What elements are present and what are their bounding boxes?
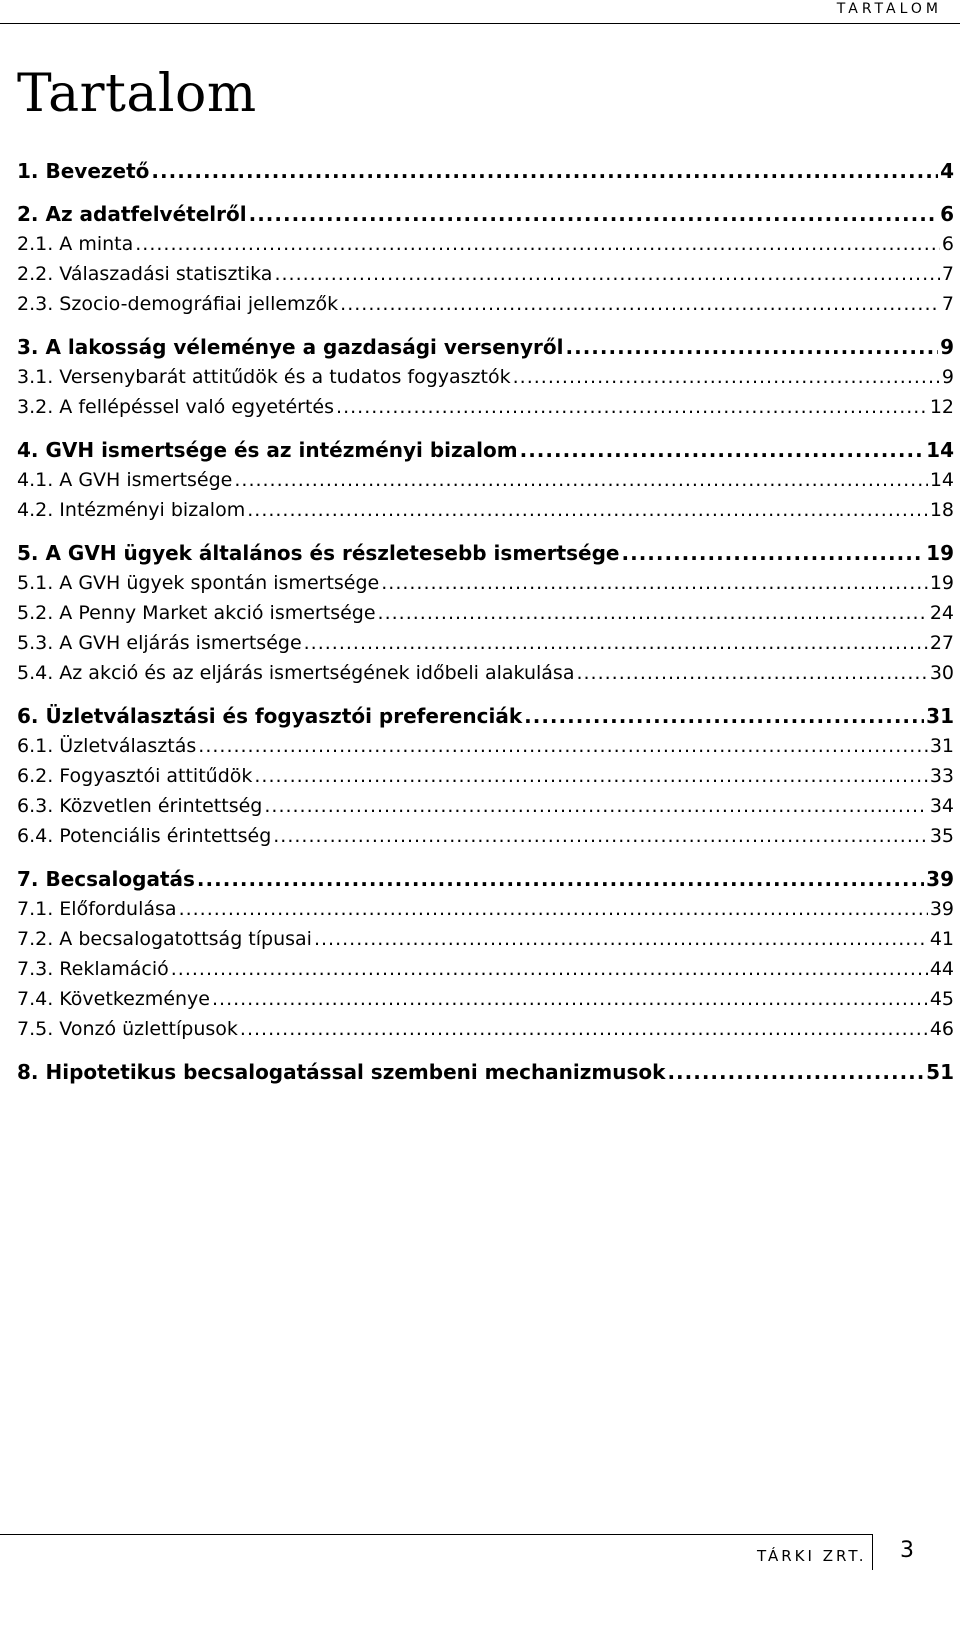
toc-leader-dots — [378, 598, 928, 628]
toc-leader-dots — [566, 332, 939, 362]
toc-entry-page: 9 — [940, 335, 954, 359]
toc-leader-dots — [304, 628, 928, 658]
toc-entry-label: 6.4. Potenciális érintettség — [17, 825, 272, 847]
toc-entry-label: 5.3. A GVH eljárás ismertsége — [17, 632, 302, 654]
running-header: TARTALOM — [836, 1, 942, 17]
toc-entry-label: 3. A lakosság véleménye a gazdasági versenyről — [17, 335, 564, 359]
toc-entry-page: 7 — [941, 293, 954, 315]
toc-entry-page: 4 — [940, 159, 954, 183]
toc-leader-dots — [234, 465, 927, 495]
toc-entry-label: 7.1. Előfordulása — [17, 898, 177, 920]
toc-entry-page: 14 — [929, 469, 954, 491]
toc-entry[interactable] — [17, 598, 954, 628]
toc-entry[interactable] — [17, 658, 954, 688]
toc-entry-page: 6 — [941, 233, 954, 255]
toc-entry[interactable] — [17, 362, 954, 392]
toc-leader-dots — [171, 954, 928, 984]
toc-entry[interactable] — [17, 1014, 954, 1044]
footer-rule — [0, 1534, 872, 1535]
toc-leader-dots — [249, 199, 938, 229]
toc-entry-label: 6.1. Üzletválasztás — [17, 735, 197, 757]
toc-entry-page: 39 — [929, 898, 954, 920]
toc-entry-label: 7.3. Reklamáció — [17, 958, 169, 980]
toc-leader-dots — [254, 761, 927, 791]
footer-page-number: 3 — [900, 1538, 914, 1563]
toc-leader-dots — [274, 259, 939, 289]
toc-entry[interactable] — [17, 761, 954, 791]
toc-entry-label: 2.2. Válaszadási statisztika — [17, 263, 273, 285]
toc-entry[interactable] — [17, 229, 954, 259]
toc-leader-dots — [381, 568, 928, 598]
toc-entry-label: 7.4. Következménye — [17, 988, 210, 1010]
toc-entry[interactable] — [17, 984, 954, 1014]
toc-entry-page: 7 — [941, 263, 954, 285]
table-of-contents — [17, 156, 954, 1087]
toc-leader-dots — [576, 658, 927, 688]
toc-leader-dots — [622, 538, 925, 568]
toc-leader-dots — [513, 362, 940, 392]
toc-leader-dots — [340, 289, 940, 319]
toc-entry-page: 30 — [929, 662, 954, 684]
toc-entry-label: 5.2. A Penny Market akció ismertsége — [17, 602, 376, 624]
page-title: Tartalom — [17, 64, 257, 124]
toc-entry[interactable] — [17, 538, 954, 568]
toc-leader-dots — [264, 791, 927, 821]
toc-entry[interactable] — [17, 954, 954, 984]
toc-entry-label: 3.1. Versenybarát attitűdök és a tudatos fogyasztók — [17, 366, 511, 388]
toc-entry[interactable] — [17, 435, 954, 465]
toc-leader-dots — [240, 1014, 928, 1044]
toc-entry[interactable] — [17, 289, 954, 319]
toc-entry-page: 34 — [929, 795, 954, 817]
toc-entry-page: 31 — [926, 704, 954, 728]
toc-entry[interactable] — [17, 465, 954, 495]
toc-leader-dots — [247, 495, 928, 525]
toc-entry[interactable] — [17, 156, 954, 186]
toc-leader-dots — [314, 924, 928, 954]
toc-entry-label: 3.2. A fellépéssel való egyetértés — [17, 396, 335, 418]
toc-entry-page: 39 — [926, 867, 954, 891]
toc-leader-dots — [667, 1057, 924, 1087]
toc-entry[interactable] — [17, 628, 954, 658]
toc-entry-page: 41 — [929, 928, 954, 950]
toc-entry-label: 6.2. Fogyasztói attitűdök — [17, 765, 253, 787]
footer-divider — [872, 1534, 873, 1570]
toc-entry-page: 12 — [929, 396, 954, 418]
toc-entry-page: 44 — [929, 958, 954, 980]
toc-entry-page: 46 — [929, 1018, 954, 1040]
toc-entry-label: 2. Az adatfelvételről — [17, 202, 247, 226]
toc-entry-page: 51 — [926, 1060, 954, 1084]
toc-entry[interactable] — [17, 894, 954, 924]
toc-entry-label: 5. A GVH ügyek általános és részletesebb ismertsége — [17, 541, 620, 565]
toc-entry-label: 4.1. A GVH ismertsége — [17, 469, 233, 491]
toc-entry[interactable] — [17, 821, 954, 851]
toc-entry-page: 27 — [929, 632, 954, 654]
toc-entry-page: 31 — [929, 735, 954, 757]
toc-leader-dots — [197, 864, 924, 894]
toc-entry-page: 45 — [929, 988, 954, 1010]
toc-entry-page: 18 — [929, 499, 954, 521]
toc-entry-page: 33 — [929, 765, 954, 787]
toc-entry-label: 1. Bevezető — [17, 159, 150, 183]
toc-entry-page: 35 — [929, 825, 954, 847]
toc-leader-dots — [336, 392, 928, 422]
toc-entry[interactable] — [17, 495, 954, 525]
toc-entry-label: 4.2. Intézményi bizalom — [17, 499, 246, 521]
toc-entry-label: 2.3. Szocio-demográfiai jellemzők — [17, 293, 339, 315]
toc-entry-label: 7.2. A becsalogatottság típusai — [17, 928, 312, 950]
toc-entry-label: 8. Hipotetikus becsalogatással szembeni mechanizmusok — [17, 1060, 666, 1084]
toc-entry[interactable] — [17, 791, 954, 821]
toc-entry[interactable] — [17, 392, 954, 422]
toc-leader-dots — [151, 156, 938, 186]
toc-leader-dots — [135, 229, 940, 259]
toc-leader-dots — [273, 821, 928, 851]
header-rule — [0, 23, 960, 24]
toc-entry[interactable] — [17, 332, 954, 362]
toc-leader-dots — [524, 701, 924, 731]
toc-entry[interactable] — [17, 864, 954, 894]
footer-company-name: TÁRKI ZRT. — [757, 1547, 867, 1565]
toc-leader-dots — [520, 435, 925, 465]
toc-entry-page: 24 — [929, 602, 954, 624]
toc-entry-label: 6. Üzletválasztási és fogyasztói preferenciák — [17, 704, 523, 728]
toc-entry-label: 7. Becsalogatás — [17, 867, 195, 891]
toc-entry[interactable] — [17, 259, 954, 289]
toc-entry-page: 9 — [941, 366, 954, 388]
toc-entry-page: 6 — [940, 202, 954, 226]
toc-entry-label: 4. GVH ismertsége és az intézményi bizalom — [17, 438, 518, 462]
toc-entry-page: 14 — [926, 438, 954, 462]
toc-leader-dots — [179, 894, 928, 924]
toc-entry-label: 2.1. A minta — [17, 233, 134, 255]
toc-entry[interactable] — [17, 568, 954, 598]
toc-entry[interactable] — [17, 701, 954, 731]
toc-entry-page: 19 — [929, 572, 954, 594]
toc-entry-label: 5.4. Az akció és az eljárás ismertségének időbeli alakulása — [17, 662, 575, 684]
toc-entry-label: 7.5. Vonzó üzlettípusok — [17, 1018, 238, 1040]
toc-entry[interactable] — [17, 1057, 954, 1087]
toc-entry-label: 6.3. Közvetlen érintettség — [17, 795, 263, 817]
toc-entry[interactable] — [17, 731, 954, 761]
toc-entry[interactable] — [17, 924, 954, 954]
toc-entry[interactable] — [17, 199, 954, 229]
toc-entry-label: 5.1. A GVH ügyek spontán ismertsége — [17, 572, 380, 594]
toc-leader-dots — [212, 984, 928, 1014]
toc-entry-page: 19 — [926, 541, 954, 565]
toc-leader-dots — [198, 731, 928, 761]
